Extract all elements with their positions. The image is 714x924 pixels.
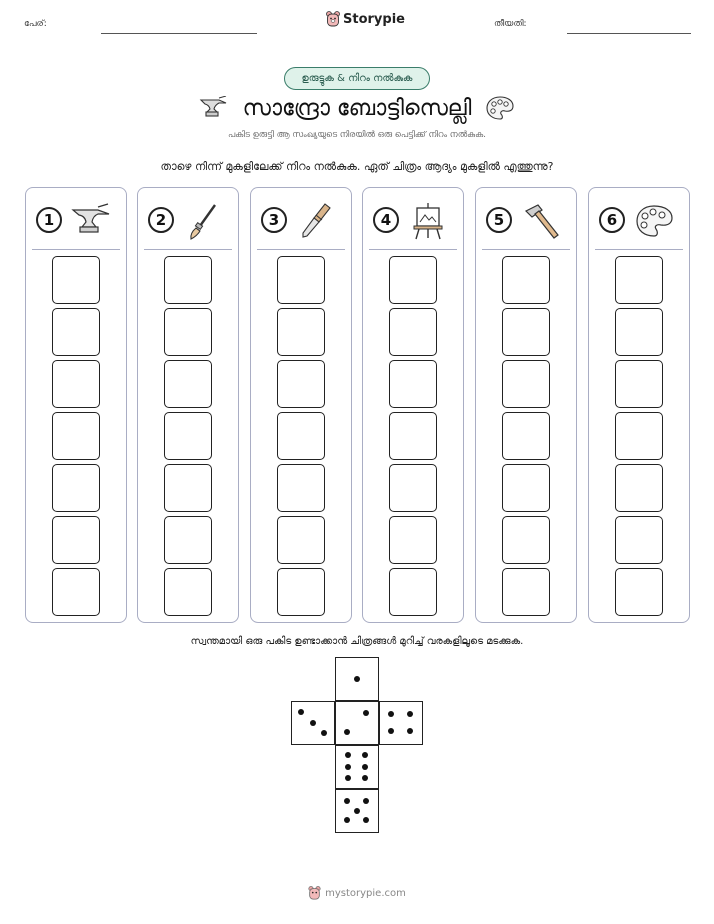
pip-dot — [362, 752, 368, 758]
dice-face-5 — [335, 789, 379, 833]
column-number: 6 — [599, 207, 625, 233]
pip-dot — [362, 764, 368, 770]
color-box[interactable] — [277, 568, 325, 616]
palette-icon — [633, 202, 675, 240]
pip-dot — [407, 728, 413, 734]
column-divider — [369, 249, 457, 250]
color-box[interactable] — [164, 256, 212, 304]
pip-dot — [298, 709, 304, 715]
column-number: 2 — [148, 207, 174, 233]
column-number: 5 — [486, 207, 512, 233]
color-box[interactable] — [164, 464, 212, 512]
pip-dot — [363, 710, 369, 716]
activity-badge: ഉരുട്ടുക & നിറം നൽകുക — [284, 67, 430, 90]
pip-dot — [354, 808, 360, 814]
color-box[interactable] — [389, 568, 437, 616]
color-box[interactable] — [615, 308, 663, 356]
color-box[interactable] — [615, 464, 663, 512]
color-box[interactable] — [389, 308, 437, 356]
color-box[interactable] — [389, 516, 437, 564]
color-box[interactable] — [502, 360, 550, 408]
chisel-icon — [295, 202, 337, 240]
color-box[interactable] — [52, 516, 100, 564]
color-box[interactable] — [277, 256, 325, 304]
color-box[interactable] — [615, 568, 663, 616]
pip-dot — [354, 676, 360, 682]
color-box[interactable] — [502, 516, 550, 564]
pip-dot — [321, 730, 327, 736]
dice-face-2 — [335, 701, 379, 745]
color-box[interactable] — [52, 256, 100, 304]
pip-dot — [345, 775, 351, 781]
pip-dot — [344, 817, 350, 823]
pip-dot — [407, 711, 413, 717]
color-box[interactable] — [502, 412, 550, 460]
dice-face-6 — [335, 745, 379, 789]
page-title: സാന്ദ്രോ ബോട്ടിസെല്ലി — [242, 95, 472, 121]
column-divider — [32, 249, 120, 250]
paintbrush-icon — [182, 202, 224, 240]
column-divider — [257, 249, 345, 250]
pip-dot — [345, 764, 351, 770]
storypie-logo — [326, 11, 405, 27]
anvil-icon — [70, 202, 112, 240]
color-box[interactable] — [277, 360, 325, 408]
column-3 — [250, 187, 352, 623]
color-box[interactable] — [615, 256, 663, 304]
color-box[interactable] — [52, 308, 100, 356]
pip-dot — [388, 728, 394, 734]
dice-instruction: സ്വന്തമായി ഒരു പകിട ഉണ്ടാക്കാൻ ചിത്രങ്ങൾ മുറിച്ച് വരകളിലൂടെ മടക്കുക. — [190, 636, 524, 647]
color-box[interactable] — [52, 464, 100, 512]
bear-mascot-icon — [326, 11, 340, 27]
column-6 — [588, 187, 690, 623]
pip-dot — [344, 798, 350, 804]
question-text: താഴെ നിന്ന് മുകളിലേക്ക് നിറം നൽകുക. ഏത് ചിത്രം ആദ്യം മുകളിൽ എത്തുന്നു? — [160, 160, 554, 173]
column-2 — [137, 187, 239, 623]
color-box[interactable] — [389, 412, 437, 460]
pip-dot — [345, 752, 351, 758]
column-divider — [482, 249, 570, 250]
color-box[interactable] — [164, 308, 212, 356]
footer — [0, 886, 714, 900]
column-4 — [362, 187, 464, 623]
date-line[interactable] — [567, 33, 691, 34]
title-row — [0, 92, 714, 124]
column-divider — [144, 249, 232, 250]
dice-face-3 — [291, 701, 335, 745]
color-box[interactable] — [52, 360, 100, 408]
color-box[interactable] — [502, 256, 550, 304]
pip-dot — [363, 798, 369, 804]
pip-dot — [344, 729, 350, 735]
color-box[interactable] — [615, 516, 663, 564]
color-box[interactable] — [615, 412, 663, 460]
color-box[interactable] — [277, 412, 325, 460]
color-box[interactable] — [502, 568, 550, 616]
color-box[interactable] — [389, 464, 437, 512]
anvil-icon — [199, 96, 229, 120]
color-box[interactable] — [502, 464, 550, 512]
hammer-icon — [520, 202, 562, 240]
name-label: പേര്: — [24, 19, 47, 29]
color-box[interactable] — [164, 568, 212, 616]
pip-dot — [362, 775, 368, 781]
column-5 — [475, 187, 577, 623]
name-line[interactable] — [101, 33, 257, 34]
logo-text: Storypie — [343, 11, 405, 27]
color-box[interactable] — [52, 568, 100, 616]
color-box[interactable] — [164, 360, 212, 408]
column-1 — [25, 187, 127, 623]
pip-dot — [388, 711, 394, 717]
column-number: 1 — [36, 207, 62, 233]
color-box[interactable] — [164, 516, 212, 564]
color-box[interactable] — [389, 360, 437, 408]
pip-dot — [363, 817, 369, 823]
color-box[interactable] — [277, 308, 325, 356]
bear-mascot-icon — [308, 886, 321, 900]
column-number: 3 — [261, 207, 287, 233]
palette-icon — [485, 95, 515, 121]
easel-icon — [407, 202, 449, 240]
pip-dot — [310, 720, 316, 726]
dice-face-1 — [335, 657, 379, 701]
column-number: 4 — [373, 207, 399, 233]
color-box[interactable] — [164, 412, 212, 460]
color-box[interactable] — [277, 516, 325, 564]
date-label: തീയതി: — [494, 19, 527, 29]
dice-face-4 — [379, 701, 423, 745]
color-box[interactable] — [615, 360, 663, 408]
subtitle: പകിട ഉരുട്ടി ആ സംഖ്യയുടെ നിരയിൽ ഒരു പെട്ടിക്ക് നിറം നൽകുക. — [228, 130, 486, 140]
color-box[interactable] — [52, 412, 100, 460]
footer-url: mystorypie.com — [325, 887, 406, 899]
color-box[interactable] — [502, 308, 550, 356]
column-divider — [595, 249, 683, 250]
color-box[interactable] — [389, 256, 437, 304]
color-box[interactable] — [277, 464, 325, 512]
